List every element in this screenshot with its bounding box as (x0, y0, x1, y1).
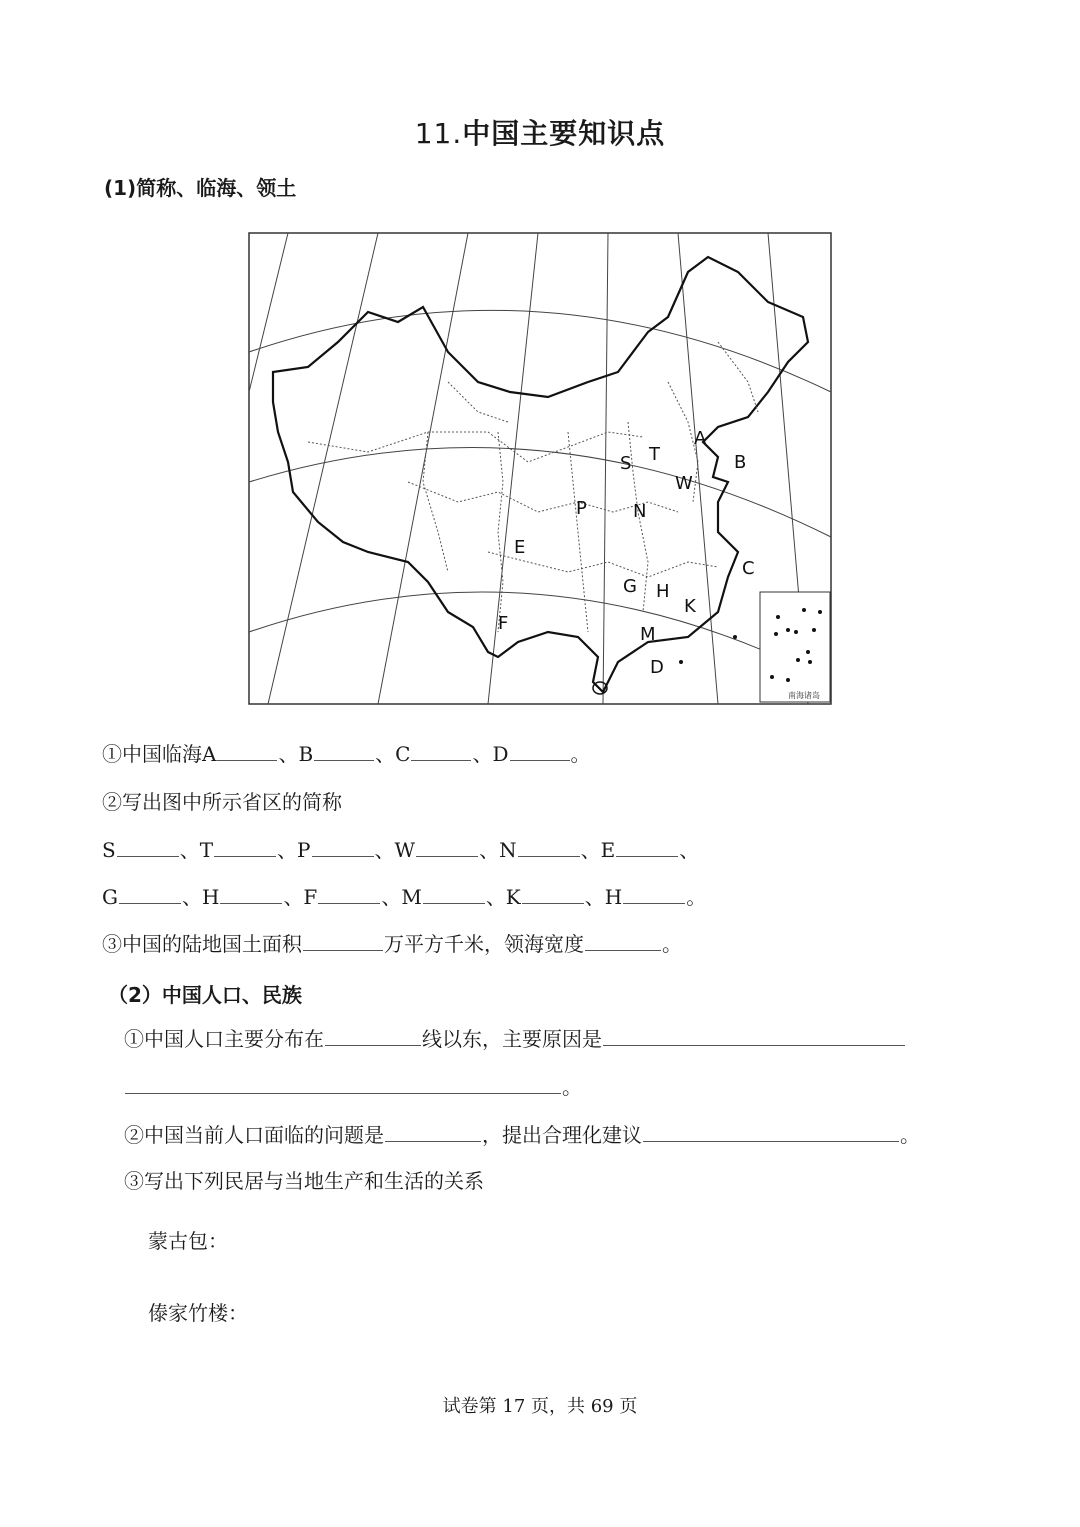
map-label-K: K (684, 596, 696, 617)
question-2-row-1: S 、T 、P 、W 、N 、E 、 (102, 838, 700, 862)
map-label-H: H (656, 581, 670, 602)
question-1-seas: ①中国临海A 、B 、C 、D 。 (102, 742, 591, 766)
answer-blank-f[interactable] (318, 885, 380, 904)
map-label-C: C (742, 558, 755, 579)
section-1-heading: (1)简称、临海、领土 (104, 176, 297, 200)
question-3-area: ③中国的陆地国土面积 万平方千米，领海宽度 。 (102, 932, 682, 956)
answer-blank-g[interactable] (119, 885, 181, 904)
q1-label-c: 、C (375, 742, 411, 766)
dwelling-mongolian-yurt: 蒙古包： (148, 1229, 228, 1253)
population-question-1: ①中国人口主要分布在 线以东，主要原因是 (124, 1025, 906, 1053)
answer-blank-n[interactable] (518, 838, 580, 857)
title-text: 中国主要知识点 (462, 117, 666, 150)
answer-blank-m[interactable] (423, 885, 485, 904)
map-label-G: G (623, 576, 637, 597)
question-2-lead: ②写出图中所示省区的简称 (102, 790, 342, 814)
page-footer: 试卷第 17 页，共 69 页 (442, 1396, 638, 1417)
population-question-2: ②中国当前人口面临的问题是 ，提出合理化建议 。 (124, 1123, 920, 1147)
question-2-row-2: G 、H 、F 、M 、K 、H 。 (102, 885, 707, 909)
map-label-S: S (620, 453, 632, 474)
answer-blank-sea-a[interactable] (217, 742, 277, 761)
title-number: 11. (414, 117, 463, 150)
south-china-sea-inset (760, 592, 830, 702)
inset-label: 南海诸岛 (788, 691, 820, 700)
answer-blank-reason[interactable] (603, 1027, 905, 1046)
map-label-M: M (640, 624, 656, 645)
answer-blank-territorial-sea[interactable] (585, 932, 661, 951)
answer-blank-land-area[interactable] (303, 932, 383, 951)
q1-label-a: A (202, 742, 217, 766)
answer-blank-w[interactable] (416, 838, 478, 857)
map-label-T: T (649, 444, 660, 465)
answer-blank-line[interactable] (325, 1027, 421, 1046)
answer-blank-sea-c[interactable] (411, 742, 471, 761)
q1-label-b: 、B (278, 742, 314, 766)
q1-label-d: 、D (472, 742, 509, 766)
answer-blank-problem[interactable] (385, 1123, 481, 1142)
answer-blank-reason-cont[interactable] (125, 1075, 561, 1094)
map-label-N: N (633, 501, 647, 522)
dwelling-dai-bamboo-house: 傣家竹楼： (148, 1301, 248, 1325)
map-label-W: W (675, 473, 693, 494)
page-title (0, 112, 1080, 152)
answer-blank-sea-b[interactable] (314, 742, 374, 761)
answer-blank-suggestion[interactable] (643, 1123, 899, 1142)
map-label-B: B (734, 452, 747, 473)
answer-blank-h[interactable] (220, 885, 282, 904)
map-label-P: P (576, 498, 587, 519)
q1-lead: ①中国临海 (102, 742, 202, 766)
map-label-F: F (498, 613, 509, 634)
answer-blank-sea-d[interactable] (510, 742, 570, 761)
answer-blank-e[interactable] (616, 838, 678, 857)
map-label-D: D (650, 657, 664, 678)
section-2-heading: （2）中国人口、民族 (108, 983, 302, 1007)
china-map (248, 232, 832, 705)
map-label-E: E (514, 537, 526, 558)
answer-blank-p[interactable] (312, 838, 374, 857)
answer-blank-h2[interactable] (623, 885, 685, 904)
population-question-3: ③写出下列民居与当地生产和生活的关系 (124, 1169, 484, 1193)
answer-blank-k[interactable] (522, 885, 584, 904)
answer-blank-t[interactable] (214, 838, 276, 857)
answer-blank-s[interactable] (117, 838, 179, 857)
population-question-1-cont: 。 (124, 1073, 582, 1101)
map-label-A: A (694, 428, 707, 449)
